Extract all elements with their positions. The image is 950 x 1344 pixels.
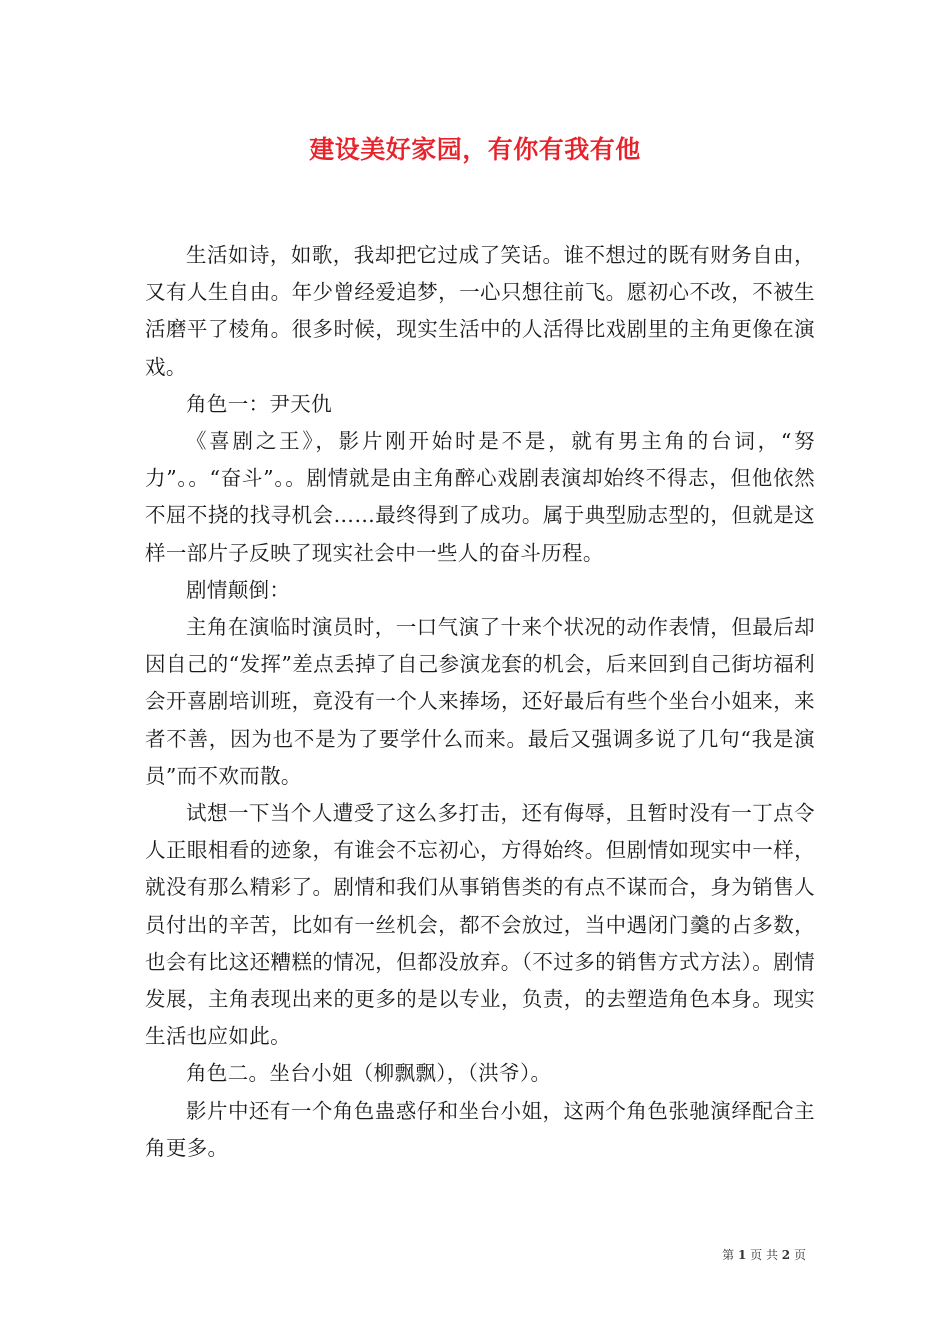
footer-middle: 页 共 [750, 1248, 778, 1262]
footer-prefix: 第 [722, 1248, 735, 1262]
paragraph-role-two: 影片中还有一个角色蛊惑仔和坐台小姐，这两个角色张驰演绎配合主角更多。 [145, 1098, 815, 1160]
paragraph-plot-twist: 主角在演临时演员时，一口气演了十来个状况的动作表情，但最后却因自己的“发挥”差点丢掉了自己参演龙套的机会，后来回到自己街坊福利会开喜剧培训班，竟没有一个人来捧场，还好最后有些个坐台小姐来，来者不善，因为也不是为了要学什么而来。最后又强调多说了几句“我是演员”而不欢而散。 [145, 615, 815, 788]
page-number-footer [722, 1246, 806, 1263]
paragraph-intro: 生活如诗，如歌，我却把它过成了笑话。谁不想过的既有财务自由，又有人生自由。年少曾经爱追梦，一心只想往前飞。愿初心不改，不被生活磨平了棱角。很多时候，现实生活中的人活得比戏剧里的主角更像在演戏。 [145, 243, 815, 379]
footer-suffix: 页 [793, 1248, 806, 1262]
paragraph-reflection: 试想一下当个人遭受了这么多打击，还有侮辱，且暂时没有一丁点令人正眼相看的迹象，有谁会不忘初心，方得始终。但剧情如现实中一样，就没有那么精彩了。剧情和我们从事销售类的有点不谋而合，身为销售人员付出的辛苦，比如有一丝机会，都不会放过，当中遇闭门羹的占多数，也会有比这还糟糕的情况，但都没放弃。（不过多的销售方式方法）。剧情发展，主角表现出来的更多的是以专业，负责，的去塑造角色本身。现实生活也应如此。 [145, 801, 815, 1049]
document-body [145, 237, 815, 1167]
paragraph-plot-twist-heading: 剧情颠倒： [186, 577, 291, 602]
paragraph-role-one-heading: 角色一：尹天仇 [186, 391, 332, 416]
document-title: 建设美好家园，有你有我有他 [309, 135, 641, 164]
paragraph-role-two-heading: 角色二。坐台小姐（柳飘飘），（洪爷）。 [186, 1061, 552, 1086]
footer-current-page: 1 [737, 1248, 747, 1262]
footer-total-pages: 2 [781, 1248, 791, 1262]
paragraph-movie-summary: 《喜剧之王》，影片刚开始时是不是，就有男主角的台词，“努力”。。“奋斗”。。剧情就是由主角醉心戏剧表演却始终不得志，但他依然不屈不挠的找寻机会……最终得到了成功。属于典型励志型的，但就是这样一部片子反映了现实社会中一些人的奋斗历程。 [145, 429, 815, 565]
